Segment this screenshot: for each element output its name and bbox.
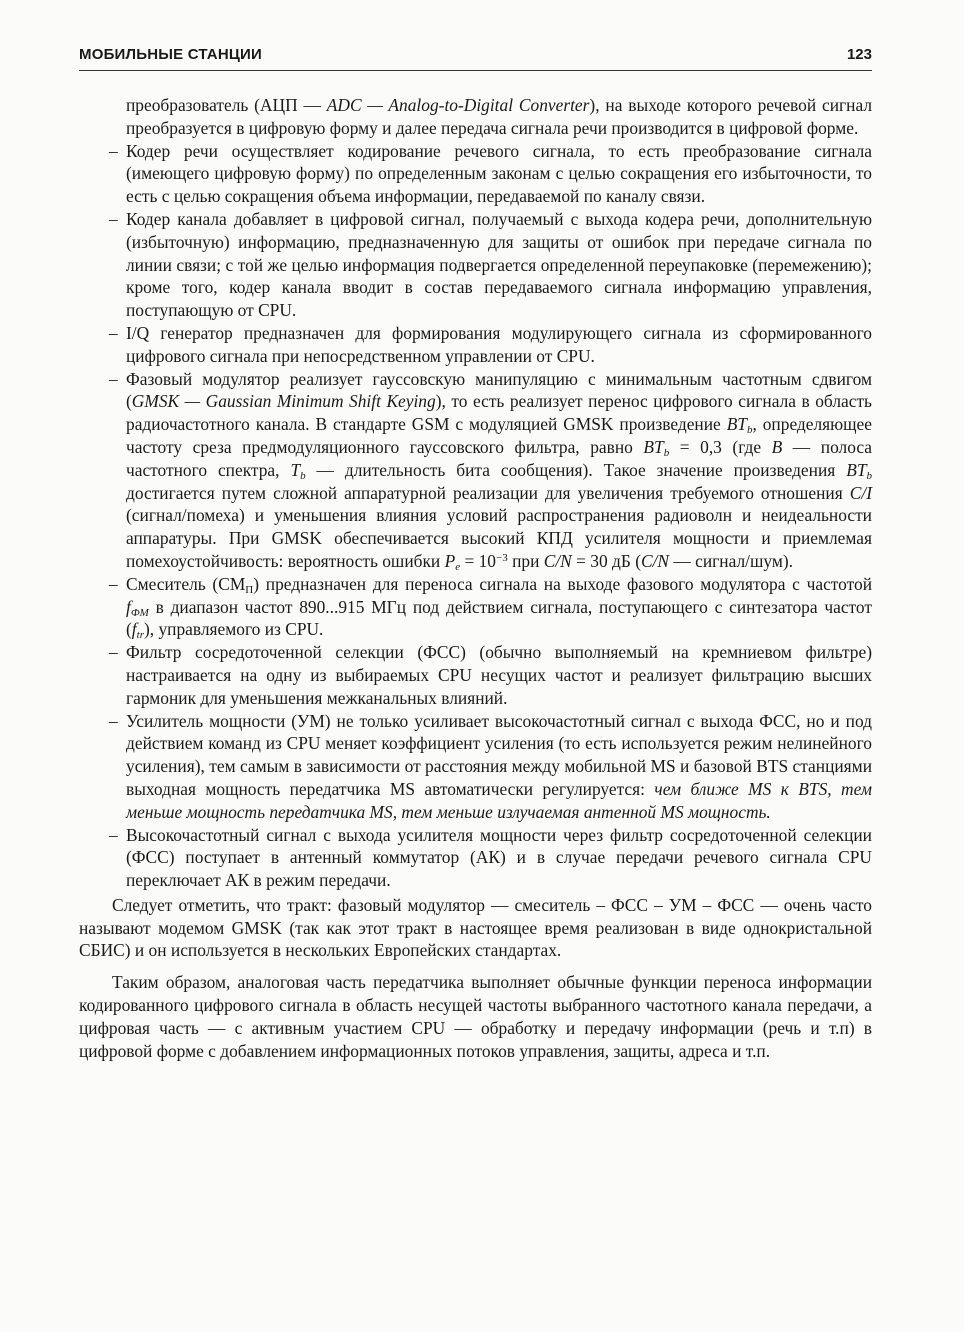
paragraph-summary: Таким образом, аналоговая часть передатчика выполняет обычные функции переноса информации кодированного цифрового сигнала в область несущей частоты выбранного частотного канала передачи, а цифровая часть — с активным участием CPU — обработку и передачу информации (речь и т.п) в цифровой форме с добавлением информационных потоков управления, защиты, адреса и т.п. [79, 972, 872, 1061]
ci-ratio: C/I [849, 482, 872, 503]
paragraph-gmsk-modem: Следует отметить, что тракт: фазовый модулятор — смеситель – ФСС – УМ – ФСС — очень часто называют модемом GMSK (так как этот тракт в настоящее время реализован в виде однокристальной СБИС) и он используется в нескольких Европейских стандартах. [79, 894, 872, 961]
page-header [79, 40, 872, 71]
list-dash: – [109, 824, 118, 845]
cn-ratio: C/N [543, 550, 572, 571]
transmitter-block-list [79, 140, 872, 892]
bandwidth-symbol: B [771, 436, 783, 457]
exponent: −3 [496, 551, 508, 564]
list-dash: – [109, 573, 118, 594]
list-dash: – [109, 642, 118, 663]
page-number: 123 [846, 46, 872, 63]
list-dash: – [109, 322, 118, 343]
power-rule: чем ближе MS к BTS, тем меньше мощность передатчика MS, тем меньше излучаемая антенной MS мощность. [126, 778, 872, 822]
list-item-speech-coder: – Кодер речи осуществляет кодирование речевого сигнала, то есть преобразование сигнала (имеющего цифровую форму) по определенным законам с целью сокращения его избыточности, то есть с целью сокращения объема информации, передаваемой по каналу связи. [109, 140, 872, 207]
list-item-iq-generator: – I/Q генератор предназначен для формирования модулирующего сигнала из сформированного цифрового сигнала при непосредственном управлении от CPU. [109, 322, 872, 366]
gmsk-term: GMSK — Gaussian Minimum Shift Keying [131, 391, 436, 412]
list-item-amplifier: – Усилитель мощности (УМ) не только усиливает высокочастотный сигнал с выхода ФСС, но и под действием команд из CPU меняет коэффициент усиления (то есть используется режим нелинейного усиления), тем самым в зависимости от расстояния между мобильной MS и базовой BTS станциями выходная мощность передатчика MS автоматически регулируется: чем ближе MS к BTS, тем меньше мощность передатчика MS, тем меньше излучаемая антенной MS мощность. [109, 710, 872, 822]
bt-product: $BT_b$ [643, 436, 670, 459]
bt-product: $BT_b$ [726, 414, 753, 437]
continued-list-item: преобразователь (АЦП — ADC — Analog-to-Digital Converter), на выходе которого речевой сигнал преобразуется в цифровую форму и далее передача сигнала речи производится в цифровой форме. [126, 95, 873, 138]
synth-frequency-symbol: $f_{tr}$ [131, 619, 144, 642]
bit-duration-symbol: $T_b$ [290, 459, 306, 482]
list-dash: – [109, 140, 118, 161]
adc-term: ADC — Analog-to-Digital Converter [326, 95, 590, 115]
list-item-channel-coder: – Кодер канала добавляет в цифровой сигнал, получаемый с выхода кодера речи, дополнительную (избыточную) информацию, предназначенную для защиты от ошибок при передаче сигнала по линии связи; с той же целью информация подвергается определенной переупаковке (перемежению); кроме того, кодер канала вводит в состав передаваемого сигнала информацию управления, поступающую от CPU. [109, 208, 872, 321]
fm-frequency-symbol: $f_{ФМ}$ [126, 596, 149, 619]
error-probability-symbol: $P_e$ [444, 550, 461, 573]
bt-product: $BT_b$ [846, 459, 872, 482]
list-item-filter: – Фильтр сосредоточенной селекции (ФСС) (обычно выполняемый на кремниевом фильтре) настраивается на одну из выбираемых CPU несущих частот и реализует фильтрацию высших гармоник для уменьшения межканальных влияний. [109, 642, 872, 708]
list-dash: – [109, 208, 118, 229]
list-item-hf-signal: – Высокочастотный сигнал с выхода усилителя мощности через фильтр сосредоточенной селекции (ФСС) поступает в антенный коммутатор (АК) и в случае передачи речевого сигнала CPU переключает АК в режим передачи. [109, 824, 872, 891]
list-item-phase-modulator: – Фазовый модулятор реализует гауссовскую манипуляцию с минимальным частотным сдвигом (GMSK — Gaussian Minimum Shift Keying), то есть реализует перенос цифрового сигнала в область радиочастотного канала. В стандарте GSM с модуляцией GMSK произведение $BT_b$, определяющее частоту среза предмодуляционного гауссовского фильтра, равно $BT_b = 0,3$ (где B — полоса частотного спектра, $T_b$ — длительность бита сообщения). Такое значение произведения $BT_b$ достигается путем сложной аппаратурной реализации для увеличения требуемого отношения C/I (сигнал/помеха) и уменьшения влияния условий распространения радиоволн и неидеальности аппаратуры. При GMSK обеспечивается высокий КПД усилителя мощности и приемлемая помехоустойчивость: вероятность ошибки $P_e = 10^{-3}$ при C/N = 30 дБ (C/N — сигнал/шум). [109, 368, 872, 573]
page-body [79, 94, 872, 1062]
cn-ratio: C/N [641, 550, 670, 571]
list-item-mixer: – Смеситель $(СМ_П)$ предназначен для переноса сигнала на выходе фазового модулятора с частотой $f_{ФМ}$ в диапазон частот 890...915 МГц под действием сигнала, поступающего с синтезатора частот $(f_{tr})$, управляемого из CPU. [109, 573, 872, 642]
list-dash: – [109, 710, 118, 731]
running-head: МОБИЛЬНЫЕ СТАНЦИИ [79, 46, 262, 63]
list-dash: – [109, 368, 118, 389]
